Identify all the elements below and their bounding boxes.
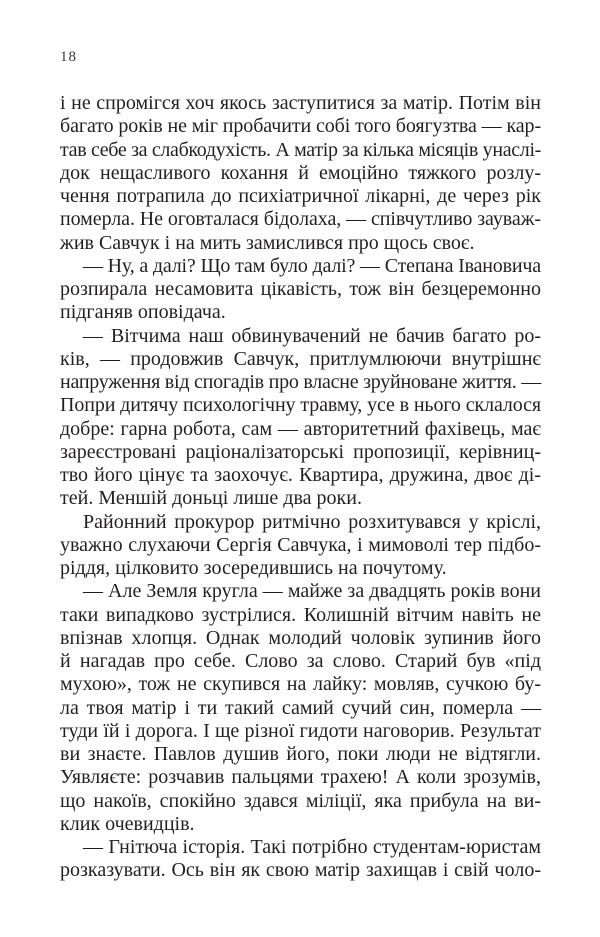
text-line: зареєстровані раціоналізаторські пропозиції, керівниц- xyxy=(60,440,541,463)
text-line: — Вітчима наш обвинувачений не бачив багато ро- xyxy=(83,324,541,347)
text-line: що накоїв, спокійно здався міліції, яка прибула на ви- xyxy=(60,789,541,812)
page-number: 18 xyxy=(60,49,77,65)
text-line: туди їй і дорога. І ще різної гидоти наговорив. Результат xyxy=(60,719,541,742)
text-line: Попри дитячу психологічну травму, усе в нього склалося xyxy=(60,394,541,417)
body-text xyxy=(60,92,541,883)
text-line: — Але Земля кругла — майже за двадцять років вони xyxy=(83,580,541,603)
text-line: жив Савчук і на мить замислився про щось своє. xyxy=(60,231,475,254)
text-line: Уявляєте: розчавив пальцями трахею! А коли зрозумів, xyxy=(60,766,541,789)
text-line: — Гнітюча історія. Такі потрібно студентам-юристам xyxy=(83,836,541,858)
text-line: тво його цінує та заохочує. Квартира, дружина, двоє ді- xyxy=(60,464,541,486)
text-line: ріддя, цілковито зосередившись на почутому. xyxy=(60,557,447,579)
text-line: напруження від спогадів про власне зруйноване життя. — xyxy=(60,371,542,393)
text-line: тав себе за слабкодухість. А матір за кілька місяців унаслі- xyxy=(60,138,541,161)
text-line: померла. Не оговталася бідолаха, — співчутливо зауваж- xyxy=(60,208,541,231)
text-line: добре: гарна робота, сам — авторитетний фахівець, має xyxy=(60,417,541,440)
text-line: розпирала несамовита цікавість, тож він безцеремонно xyxy=(60,278,541,300)
text-line: ків, — продовжив Савчук, притлумлюючи внутрішнє xyxy=(60,347,541,370)
text-line: й нагадав про себе. Слово за слово. Старий був «під xyxy=(60,650,541,672)
text-line: уважно слухаючи Сергія Савчука, і мимоволі тер підбо- xyxy=(60,533,541,556)
text-line: клик очевидців. xyxy=(60,812,195,835)
text-line: підганяв оповідача. xyxy=(60,301,226,324)
text-line: і не спромігся хоч якось заступитися за матір. Потім він xyxy=(60,92,541,114)
text-line: розказувати. Ось він як свою матір захищав і свій чоло- xyxy=(60,859,541,882)
text-line: мухою», тож не скупився на лайку: мовляв, сучкою бу- xyxy=(60,673,541,696)
text-line: тей. Меншій доньці лише два роки. xyxy=(60,487,362,510)
text-line: таки випадково зустрілися. Колишній вітчим навіть не xyxy=(60,603,541,626)
text-line: ла твоя матір і ти такий самий сучий син, померла — xyxy=(60,696,541,719)
text-line: — Ну, а далі? Що там було далі? — Степана Івановича xyxy=(83,254,541,277)
text-line: ви знаєте. Павлов душив його, поки люди не відтягли. xyxy=(60,743,541,765)
text-line: Районний прокурор ритмічно розхитувався у кріслі, xyxy=(83,510,541,533)
text-line: чення потрапила до психіатричної лікарні, де через рік xyxy=(60,185,541,207)
text-line: док нещасливого кохання й емоційно тяжкого розлу- xyxy=(60,161,541,184)
text-line: впізнав хлопця. Однак молодий чоловік зупинив його xyxy=(60,626,541,649)
text-line: багато років не міг пробачити собі того боягузтва — кар- xyxy=(60,115,542,138)
